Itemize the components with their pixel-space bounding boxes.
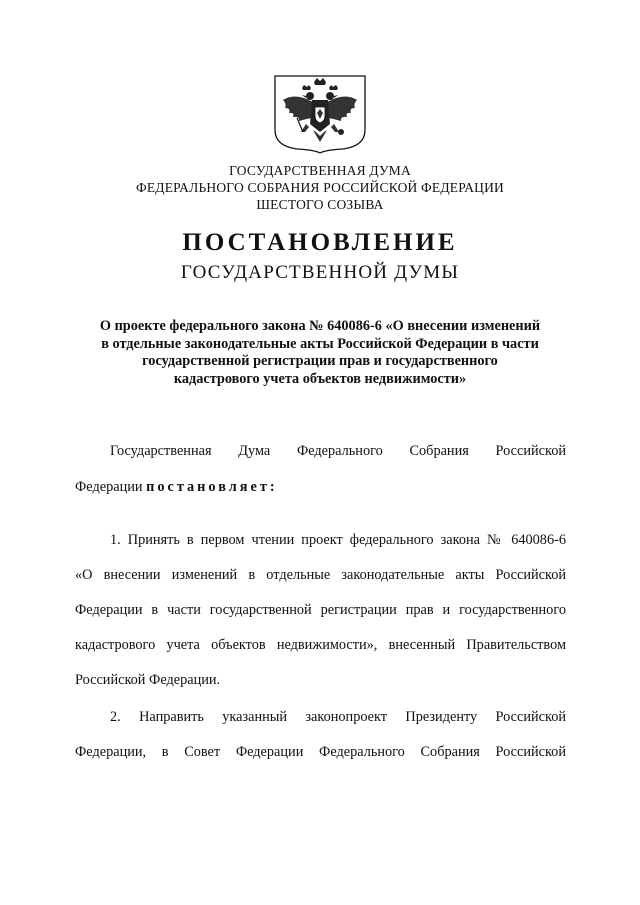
item2-line-2: Федерации, в Совет Федерации Федерального Собрания Российской (75, 744, 566, 760)
document-caption (70, 318, 570, 388)
header-line-2: ФЕДЕРАЛЬНОГО СОБРАНИЯ РОССИЙСКОЙ ФЕДЕРАЦИИ (136, 180, 504, 195)
item1-line-4: кадастрового учета объектов недвижимости», внесенный Правительством (75, 637, 566, 653)
preamble-line-1: Государственная Дума Федерального Собрания Российской (110, 443, 566, 459)
preamble-resolves: постановляет: (146, 479, 278, 495)
preamble-line-2 (75, 479, 566, 496)
caption-line-1: О проекте федерального закона № 640086-6 «О внесении изменений (99, 318, 541, 334)
caption-line-2: в отдельные законодательные акты Российской Федерации в части (101, 335, 539, 352)
document-title: ПОСТАНОВЛЕНИЕ (182, 229, 458, 256)
coat-of-arms-icon (273, 74, 367, 154)
preamble-prefix: Федерации (75, 479, 147, 495)
item1-line-1: 1. Принять в первом чтении проект федерального закона № 640086-6 (110, 532, 566, 548)
caption-line-4: кадастрового учета объектов недвижимости» (173, 370, 467, 387)
header-line-3: ШЕСТОГО СОЗЫВА (256, 197, 384, 212)
item1-line-3: Федерации в части государственной регистрации прав и государственного (75, 602, 566, 618)
item1-line-5: Российской Федерации. (75, 672, 221, 688)
header-line-1: ГОСУДАРСТВЕННАЯ ДУМА (229, 163, 411, 178)
document-subtitle: ГОСУДАРСТВЕННОЙ ДУМЫ (180, 262, 460, 283)
item1-line-2: «О внесении изменений в отдельные законодательные акты Российской (75, 567, 566, 583)
caption-line-3: государственной регистрации прав и государственного (142, 353, 498, 369)
item2-line-1: 2. Направить указанный законопроект Президенту Российской (110, 709, 566, 725)
organization-header (0, 162, 640, 213)
